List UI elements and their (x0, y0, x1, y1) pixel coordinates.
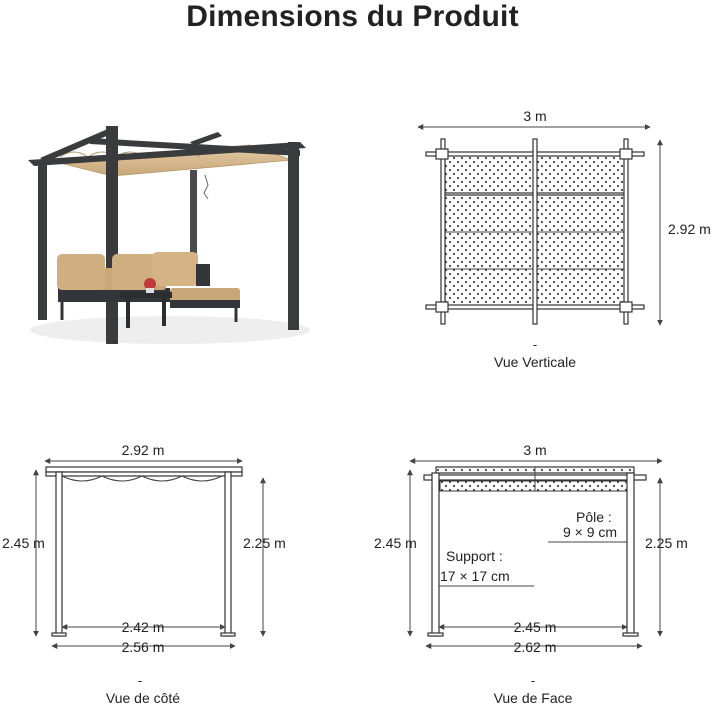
front-view-dash: - (530, 673, 536, 688)
front-view-outer-width-label: 2.62 m (513, 639, 557, 655)
top-view-depth-label: 2.92 m (668, 221, 711, 237)
pergola-image (28, 126, 310, 344)
front-view-caption: Vue de Face (493, 690, 573, 706)
top-view (418, 108, 711, 370)
front-view-inner-width-label: 2.45 m (513, 619, 557, 635)
front-view-post-size: 9 × 9 cm (563, 524, 618, 540)
side-view-dash: - (137, 673, 143, 688)
page-title: Dimensions du Produit (186, 0, 519, 33)
side-view-inner-width-label: 2.42 m (121, 619, 165, 635)
front-view-post-label: Pôle : (576, 509, 612, 525)
side-view-outer-width-label: 2.56 m (121, 639, 165, 655)
front-view (374, 442, 688, 706)
front-view-total-height-label: 2.45 m (374, 535, 417, 551)
top-view-caption: Vue Verticale (494, 354, 576, 370)
side-view-width-label: 2.92 m (121, 442, 165, 458)
top-view-width-label: 3 m (523, 108, 547, 124)
side-view (2, 442, 286, 706)
front-view-width-label: 3 m (523, 442, 547, 458)
front-view-clear-height-label: 2.25 m (645, 535, 688, 551)
top-view-dash: - (532, 337, 538, 352)
side-view-total-height-label: 2.45 m (2, 535, 45, 551)
front-view-support-size: 17 × 17 cm (440, 568, 510, 584)
side-view-caption: Vue de côté (105, 690, 181, 706)
front-view-support-label: Support : (446, 548, 503, 564)
side-view-clear-height-label: 2.25 m (243, 535, 286, 551)
